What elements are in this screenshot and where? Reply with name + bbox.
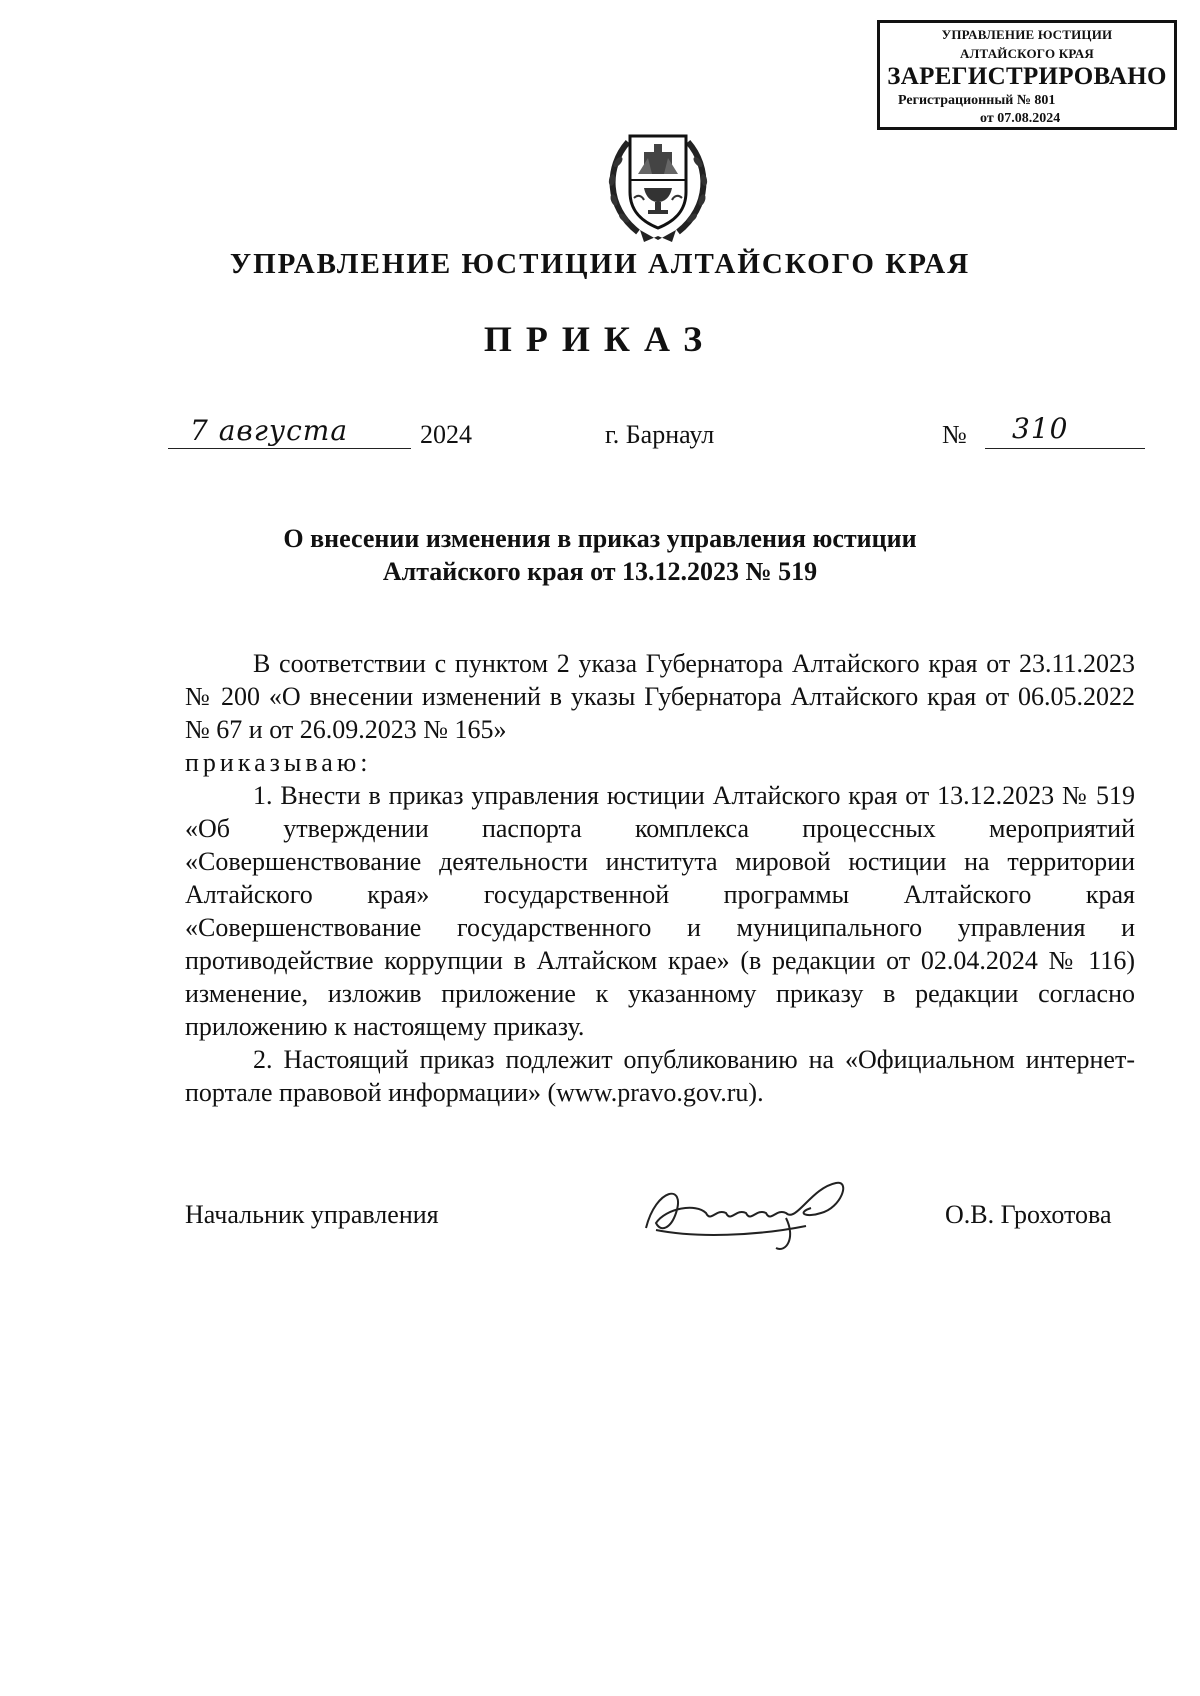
- order-word: приказываю:: [185, 748, 372, 777]
- subject-line2: Алтайского края от 13.12.2023 № 519: [382, 557, 818, 586]
- order-city: г. Барнаул: [605, 420, 715, 449]
- document-type-title: ПРИКАЗ: [483, 319, 717, 359]
- order-body: [185, 647, 1135, 1109]
- number-underline: [985, 448, 1145, 449]
- subject-line1: О внесении изменения в приказ управления юстиции: [283, 524, 917, 553]
- registration-stamp: [877, 20, 1177, 130]
- stamp-authority-line1: УПРАВЛЕНИЕ ЮСТИЦИИ: [941, 27, 1113, 42]
- stamp-status: ЗАРЕГИСТРИРОВАНО: [887, 63, 1167, 90]
- item-2-paragraph: 2. Настоящий приказ подлежит опубликованию на «Официальном интернет-портале правовой информации» (www.pravo.gov.ru).: [185, 1045, 1135, 1107]
- signatory-position: Начальник управления: [185, 1200, 439, 1229]
- signatory-name: О.В. Грохотова: [945, 1200, 1112, 1229]
- stamp-reg-date: от 07.08.2024: [980, 111, 1061, 126]
- preamble-paragraph: В соответствии с пунктом 2 указа Губернатора Алтайского края от 23.11.2023 № 200 «О внесении изменений в указы Губернатора Алтайского края от 06.05.2022 № 67 и от 26.09.2023 № 165»: [185, 649, 1135, 744]
- stamp-authority-line2: АЛТАЙСКОГО КРАЯ: [960, 46, 1094, 61]
- organization-title: УПРАВЛЕНИЕ ЮСТИЦИИ АЛТАЙСКОГО КРАЯ: [229, 248, 971, 280]
- order-number-handwritten: 310: [1012, 412, 1069, 445]
- handwritten-signature: [636, 1168, 876, 1258]
- order-date-handwritten: 7 августа: [190, 414, 349, 447]
- order-number-label: №: [942, 420, 967, 449]
- stamp-reg-number: Регистрационный № 801: [898, 93, 1056, 108]
- order-subject: [0, 522, 1200, 588]
- date-underline: [168, 448, 411, 449]
- item-1-paragraph: 1. Внести в приказ управления юстиции Алтайского края от 13.12.2023 № 519 «Об утверждении паспорта комплекса процессных мероприятий «Совершенствование деятельности института мировой юстиции на территории Алтайского края» государственной программы Алтайского края «Совершенствование государственного и муниципального управления и противодействие коррупции в Алтайском крае» (в редакции от 02.04.2024 № 116) изменение, изложив приложение к указанному приказу в редакции согласно приложению к настоящему приказу.: [185, 781, 1135, 1041]
- coat-of-arms-icon: [598, 122, 718, 247]
- order-year: 2024: [420, 420, 472, 449]
